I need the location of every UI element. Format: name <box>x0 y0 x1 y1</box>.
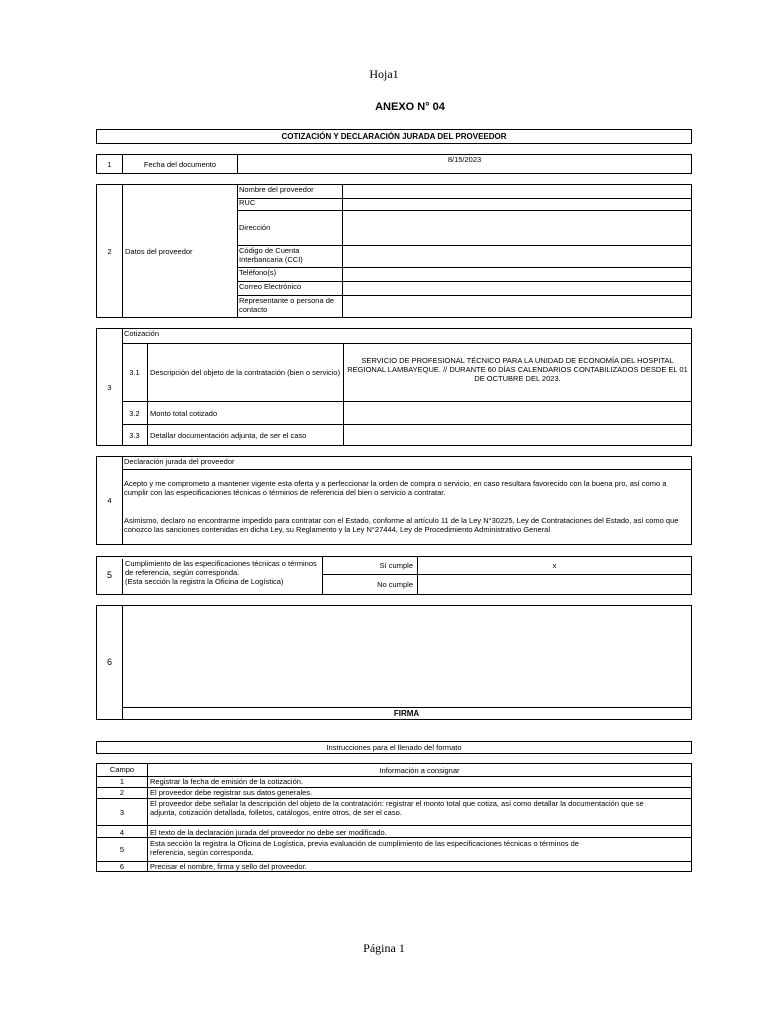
section-number: 2 <box>107 246 112 256</box>
section-6-firma <box>96 605 692 720</box>
field-value-nombre[interactable] <box>342 185 691 198</box>
declaracion-paragraph-1: Acepto y me comprometo a mantener vigente esta oferta y a perfeccionar la orden de compra o servicio, en caso resultara favorecido con la buena pro, así como a cumplir con las especificaciones técnicas o términos de referencia del bien o servicio a contratar. <box>124 479 667 497</box>
section-number: 4 <box>107 496 112 505</box>
page-footer: Página 1 <box>363 941 405 955</box>
monto-value[interactable] <box>343 402 691 424</box>
table-row <box>97 825 691 837</box>
declaracion-paragraph-2: Asimismo, declaro no encontrarme impedido para contratar con el Estado, conforme al artículo 11 de la Ley N°30225, Ley de Contrataciones del Estado, así como que conozco las sanciones contenidas en dicha Ley, su Reglamento y la Ley N°27444, Ley de Procedimiento Administrativo General <box>124 516 679 534</box>
datos-proveedor-label: Datos del proveedor <box>122 185 237 317</box>
si-cumple-label: Sí cumple <box>379 561 413 570</box>
row-info: Esta sección la registra la Oficina de Logística, previa evaluación de cumplimiento de las especificaciones técnicas o términos de referencia, según corresponda. <box>150 839 579 857</box>
fecha-label: Fecha del documento <box>122 155 237 173</box>
section-5-cumplimiento <box>96 556 692 595</box>
row-campo: 5 <box>119 845 125 854</box>
field-label-telefono: Teléfono(s) <box>239 268 277 277</box>
no-cumple-label: No cumple <box>377 580 413 589</box>
field-value-telefono[interactable] <box>342 267 691 281</box>
row-number: 3.3 <box>129 430 140 440</box>
field-label-correo: Correo Electrónico <box>239 282 302 291</box>
section-number: 1 <box>107 159 112 169</box>
field-value-cci[interactable] <box>342 245 691 267</box>
field-label-direccion: Dirección <box>239 223 271 232</box>
instructions-table <box>96 763 692 872</box>
table-row <box>97 787 691 798</box>
si-cumple-value[interactable]: x <box>417 557 691 574</box>
row-campo: 4 <box>119 828 125 837</box>
field-label-representante: Representante o persona de contacto <box>239 296 335 314</box>
declaracion-header: Declaración jurada del proveedor <box>122 457 691 470</box>
field-value-representante[interactable] <box>342 295 691 317</box>
row-info: Registrar la fecha de emisión de la cotización. <box>150 777 303 786</box>
field-label-ruc: RUC <box>239 198 256 207</box>
row-campo: 6 <box>119 862 125 871</box>
fecha-value: 8/15/2023 <box>237 155 691 173</box>
instructions-title: Instrucciones para el llenado del formato <box>96 741 692 754</box>
section-2-datos-proveedor <box>96 184 692 318</box>
section-4-declaracion <box>96 456 692 545</box>
section-number: 5 <box>106 570 112 581</box>
row-info: El proveedor debe señalar la descripción del objeto de la contratación: registrar el monto total que cotiza, así como detallar la documentación que se adjunta, cotización detallada, folletos, catálogos, entre otros, de ser el caso. <box>150 799 644 817</box>
row-campo: 1 <box>119 777 125 786</box>
col-info-header: Información a consignar <box>379 766 460 775</box>
sheet-title: Hoja1 <box>369 67 399 81</box>
table-row <box>97 798 691 825</box>
field-value-correo[interactable] <box>342 281 691 295</box>
field-label-nombre: Nombre del proveedor <box>239 185 314 194</box>
section-number: 6 <box>106 657 112 668</box>
col-campo-header: Campo <box>109 765 135 774</box>
field-value-ruc[interactable] <box>342 198 691 210</box>
form-title: COTIZACIÓN Y DECLARACIÓN JURADA DEL PROVEEDOR <box>96 129 692 144</box>
row-info: El proveedor debe registrar sus datos generales. <box>150 788 313 797</box>
row-number: 3.1 <box>129 368 140 377</box>
annex-title: ANEXO N° 04 <box>375 101 445 113</box>
row-campo: 2 <box>119 788 125 797</box>
documentacion-value[interactable] <box>343 425 691 445</box>
table-row <box>97 861 691 871</box>
field-value-direccion[interactable] <box>342 210 691 245</box>
no-cumple-value[interactable] <box>417 575 691 594</box>
cotizacion-header: Cotización <box>124 329 160 338</box>
descripcion-label: Descripción del objeto de la contratación (bien o servicio) <box>147 344 343 401</box>
field-label-cci: Código de Cuenta Interbancaria (CCI) <box>239 246 303 264</box>
row-campo: 3 <box>119 807 125 817</box>
monto-label: Monto total cotizado <box>147 402 343 424</box>
row-info: Precisar el nombre, firma y sello del proveedor. <box>150 862 307 871</box>
descripcion-value[interactable]: SERVICIO DE PROFESIONAL TÉCNICO PARA LA UNIDAD DE ECONOMÍA DEL HOSPITAL REGIONAL LAMBAYEQUE. // DURANTE 60 DÍAS CALENDARIOS CONTABILIZADOS DESDE EL 01 DE OCTUBRE DEL 2023. <box>343 344 691 401</box>
section-1-fecha <box>96 154 692 174</box>
row-number: 3.2 <box>129 408 140 418</box>
cumplimiento-label: Cumplimiento de las especificaciones técnicas o términos de referencia, según corresponda. (Esta sección la registra la Oficina de Logística) <box>122 559 322 594</box>
table-row <box>97 837 691 861</box>
firma-label: FIRMA <box>122 707 691 719</box>
row-info: El texto de la declaración jurada del proveedor no debe ser modificado. <box>150 828 387 837</box>
documentacion-label: Detallar documentación adjunta, de ser el caso <box>147 425 343 445</box>
table-row <box>97 776 691 787</box>
signature-area[interactable] <box>122 606 691 719</box>
section-number: 3 <box>107 382 112 392</box>
section-3-cotizacion <box>96 328 692 446</box>
